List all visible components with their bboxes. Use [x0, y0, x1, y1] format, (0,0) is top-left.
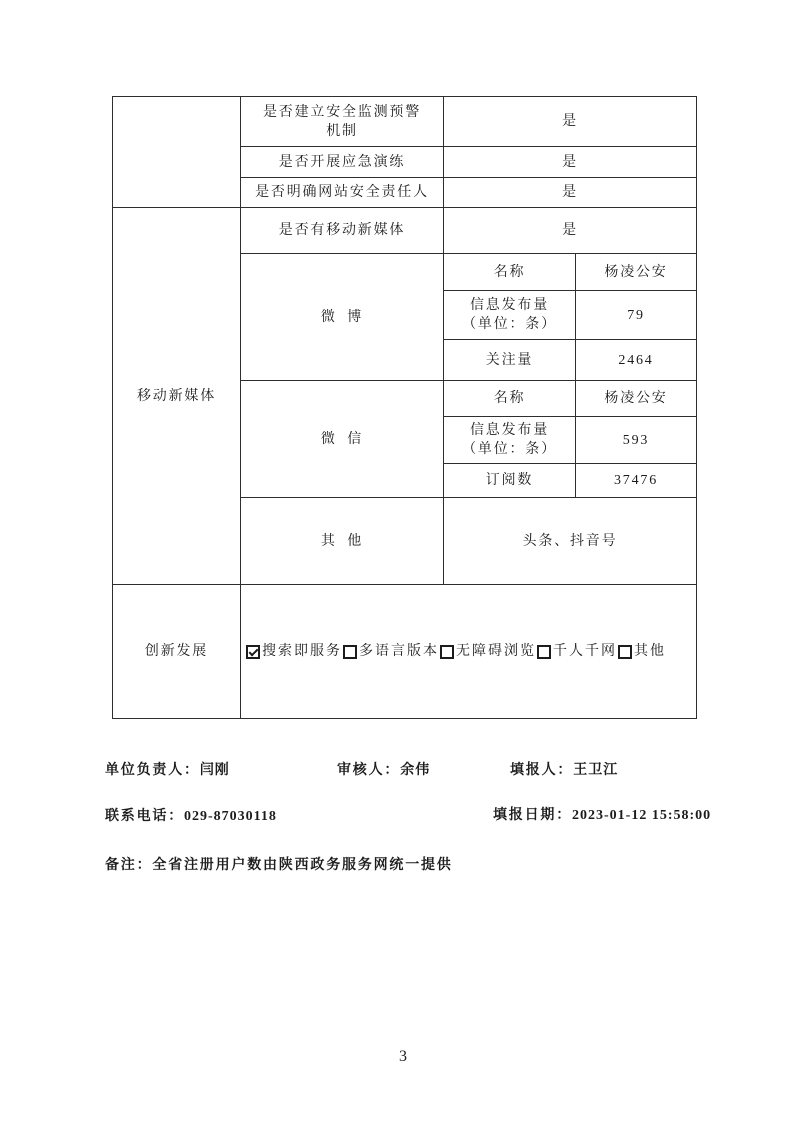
weibo-name-value: 杨凌公安 — [576, 254, 697, 291]
filler — [510, 761, 618, 781]
contact-phone — [105, 807, 277, 827]
checkbox-icon — [537, 645, 551, 659]
section-label-new-media: 移动新媒体 — [113, 208, 241, 585]
option-label: 多语言版本 — [359, 644, 439, 659]
responsible-person — [105, 761, 230, 781]
checkbox-icon — [618, 645, 632, 659]
checkbox-icon — [343, 645, 357, 659]
weixin-posts-label-line: （单位：条） — [462, 442, 557, 457]
row-value-has-new-media: 是 — [444, 208, 697, 254]
row-value-monitoring: 是 — [444, 97, 697, 147]
option-label: 其他 — [634, 644, 666, 659]
checkmark-icon — [249, 646, 259, 656]
fill-date — [493, 806, 711, 826]
option-accessibility — [439, 642, 536, 661]
remark-note: 备注：全省注册用户数由陕西政务服务网统一提供 — [105, 858, 453, 873]
innovation-options — [245, 642, 692, 661]
weixin-label: 微 信 — [241, 381, 444, 498]
responsible-label: 单位负责人： — [105, 763, 200, 778]
other-media-label: 其 他 — [241, 498, 444, 585]
row-value-responsible-person: 是 — [444, 178, 697, 208]
reviewer-value: 余伟 — [400, 763, 431, 778]
row-label-line: 机制 — [326, 123, 358, 139]
weibo-name-label: 名称 — [444, 254, 576, 291]
reviewer-label: 审核人： — [337, 763, 401, 778]
filler-value: 王卫江 — [573, 763, 619, 778]
option-label: 千人千网 — [553, 644, 617, 659]
reviewer — [337, 761, 430, 781]
weibo-followers-value: 2464 — [576, 340, 697, 381]
option-personalized — [536, 642, 617, 661]
row-label-has-new-media: 是否有移动新媒体 — [241, 208, 444, 254]
option-multilingual — [342, 642, 439, 661]
weibo-followers-label: 关注量 — [444, 340, 576, 381]
weixin-name-value: 杨凌公安 — [576, 381, 697, 417]
checkbox-icon — [246, 645, 260, 659]
date-value: 2023-01-12 15:58:00 — [572, 808, 712, 823]
option-search-as-service — [245, 642, 342, 661]
phone-value: 029-87030118 — [184, 809, 277, 824]
phone-label: 联系电话： — [105, 809, 184, 824]
row-label-line: 是否建立安全监测预警 — [263, 104, 421, 120]
weibo-posts-value: 79 — [576, 291, 697, 340]
date-label: 填报日期： — [493, 808, 572, 823]
weixin-posts-value: 593 — [576, 417, 697, 464]
weibo-posts-label-line: 信息发布量 — [470, 298, 549, 313]
report-table — [112, 96, 697, 719]
row-label-monitoring — [241, 97, 444, 147]
option-other — [617, 642, 666, 661]
row-label-drill: 是否开展应急演练 — [241, 147, 444, 178]
row-label-responsible-person: 是否明确网站安全责任人 — [241, 178, 444, 208]
weixin-posts-label-line: 信息发布量 — [470, 423, 549, 438]
checkbox-icon — [440, 645, 454, 659]
weibo-posts-label — [444, 291, 576, 340]
weixin-name-label: 名称 — [444, 381, 576, 417]
weixin-posts-label — [444, 417, 576, 464]
filler-label: 填报人： — [510, 763, 574, 778]
page-number: 3 — [399, 1048, 407, 1065]
section-label-continued — [113, 97, 241, 208]
innovation-options-cell — [241, 585, 697, 719]
weibo-posts-label-line: （单位：条） — [462, 317, 557, 332]
row-value-drill: 是 — [444, 147, 697, 178]
responsible-value: 闫刚 — [199, 763, 230, 778]
section-label-innovation: 创新发展 — [113, 585, 241, 719]
option-label: 搜索即服务 — [262, 644, 342, 659]
other-media-value: 头条、抖音号 — [444, 498, 697, 585]
option-label: 无障碍浏览 — [456, 644, 536, 659]
weixin-subscribers-value: 37476 — [576, 464, 697, 498]
weibo-label: 微 博 — [241, 254, 444, 381]
weixin-subscribers-label: 订阅数 — [444, 464, 576, 498]
